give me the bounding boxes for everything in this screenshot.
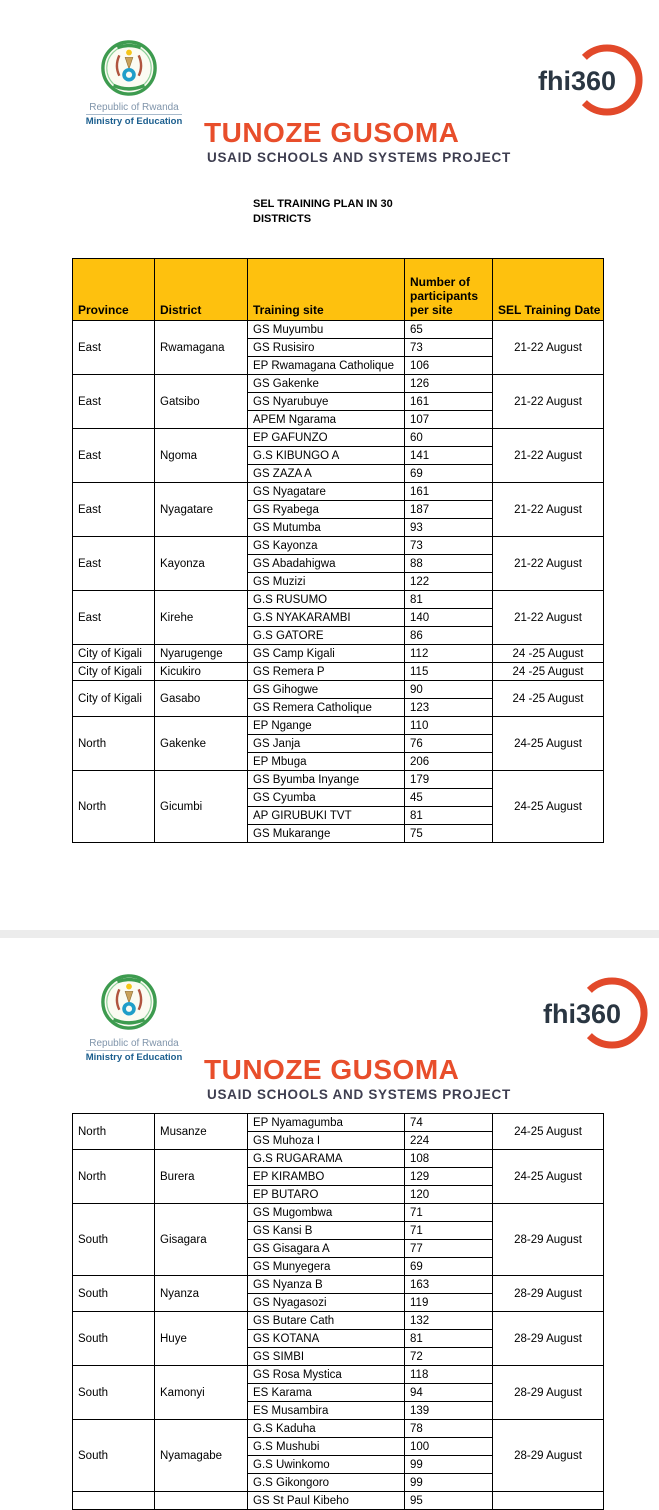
training-site-cell: GS Gakenke bbox=[248, 375, 405, 393]
province-cell: East bbox=[73, 537, 155, 591]
fhi360-logo bbox=[536, 40, 648, 120]
training-site-cell: GS Nyagatare bbox=[248, 483, 405, 501]
province-cell: South bbox=[73, 1420, 155, 1492]
district-cell: Nyagatare bbox=[155, 483, 248, 537]
date-cell: 24 -25 August bbox=[493, 681, 604, 717]
participants-cell: 224 bbox=[405, 1132, 493, 1150]
column-header-2: Training site bbox=[248, 259, 405, 321]
training-site-cell: GS Munyegera bbox=[248, 1258, 405, 1276]
training-site-cell: EP Nyamagumba bbox=[248, 1114, 405, 1132]
table-row bbox=[73, 1204, 604, 1222]
training-site-cell: GS Kansi B bbox=[248, 1222, 405, 1240]
training-site-cell: AP GIRUBUKI TVT bbox=[248, 807, 405, 825]
district-cell: Musanze bbox=[155, 1114, 248, 1150]
date-cell: 21-22 August bbox=[493, 321, 604, 375]
training-site-cell: GS Janja bbox=[248, 735, 405, 753]
sel-training-table bbox=[72, 258, 604, 843]
training-site-cell: GS Abadahigwa bbox=[248, 555, 405, 573]
table-row bbox=[73, 681, 604, 699]
table-row bbox=[73, 1276, 604, 1294]
province-cell: North bbox=[73, 1114, 155, 1150]
province-cell: South bbox=[73, 1276, 155, 1312]
participants-cell: 118 bbox=[405, 1366, 493, 1384]
province-cell: City of Kigali bbox=[73, 681, 155, 717]
participants-cell: 161 bbox=[405, 483, 493, 501]
training-site-cell: GS KOTANA bbox=[248, 1330, 405, 1348]
participants-cell: 108 bbox=[405, 1150, 493, 1168]
district-cell: Gasabo bbox=[155, 681, 248, 717]
rwanda-coat-of-arms-icon bbox=[100, 39, 158, 97]
training-site-cell: EP BUTARO bbox=[248, 1186, 405, 1204]
training-site-cell: GS Kayonza bbox=[248, 537, 405, 555]
participants-cell: 45 bbox=[405, 789, 493, 807]
district-cell: Huye bbox=[155, 1312, 248, 1366]
training-site-cell: G.S Uwinkomo bbox=[248, 1456, 405, 1474]
participants-cell: 94 bbox=[405, 1384, 493, 1402]
fhi360-logo bbox=[541, 973, 653, 1053]
training-site-cell: GS Muhoza I bbox=[248, 1132, 405, 1150]
participants-cell: 78 bbox=[405, 1420, 493, 1438]
training-site-cell: G.S RUGARAMA bbox=[248, 1150, 405, 1168]
date-cell: 24-25 August bbox=[493, 1150, 604, 1204]
training-site-cell: GS Nyagasozi bbox=[248, 1294, 405, 1312]
rwanda-coat-of-arms-icon bbox=[100, 973, 158, 1031]
participants-cell: 95 bbox=[405, 1492, 493, 1510]
participants-cell: 93 bbox=[405, 519, 493, 537]
participants-cell: 88 bbox=[405, 555, 493, 573]
province-cell: South bbox=[73, 1312, 155, 1366]
training-site-cell: G.S Gikongoro bbox=[248, 1474, 405, 1492]
fhi360-text: fhi360 bbox=[538, 66, 617, 96]
brand-title: TUNOZE GUSOMA bbox=[204, 117, 460, 148]
participants-cell: 69 bbox=[405, 1258, 493, 1276]
training-site-cell: GS Cyumba bbox=[248, 789, 405, 807]
province-cell: City of Kigali bbox=[73, 663, 155, 681]
province-cell: South bbox=[73, 1204, 155, 1276]
training-site-cell: GS Muzizi bbox=[248, 573, 405, 591]
training-site-cell: G.S KIBUNGO A bbox=[248, 447, 405, 465]
province-cell: North bbox=[73, 771, 155, 843]
table-row bbox=[73, 717, 604, 735]
table-row bbox=[73, 321, 604, 339]
table-row bbox=[73, 1420, 604, 1438]
participants-cell: 115 bbox=[405, 663, 493, 681]
brand-title: TUNOZE GUSOMA bbox=[204, 1054, 460, 1085]
district-cell: Burera bbox=[155, 1150, 248, 1204]
training-site-cell: EP Mbuga bbox=[248, 753, 405, 771]
ministry-logo-text bbox=[74, 1038, 194, 1063]
column-header-1: District bbox=[155, 259, 248, 321]
date-cell: 28-29 August bbox=[493, 1366, 604, 1420]
table-row bbox=[73, 591, 604, 609]
date-cell: 21-22 August bbox=[493, 483, 604, 537]
province-cell: City of Kigali bbox=[73, 645, 155, 663]
training-site-cell: GS Nyanza B bbox=[248, 1276, 405, 1294]
province-cell: East bbox=[73, 429, 155, 483]
doc-title-line1: SEL TRAINING PLAN IN 30 bbox=[253, 198, 393, 210]
training-site-cell: ES Karama bbox=[248, 1384, 405, 1402]
table-row bbox=[73, 1366, 604, 1384]
training-site-cell: GS Remera Catholique bbox=[248, 699, 405, 717]
date-cell: 28-29 August bbox=[493, 1312, 604, 1366]
province-cell: East bbox=[73, 483, 155, 537]
date-cell: 24-25 August bbox=[493, 717, 604, 771]
district-cell bbox=[155, 1492, 248, 1510]
date-cell: 24-25 August bbox=[493, 1114, 604, 1150]
training-site-cell: EP KIRAMBO bbox=[248, 1168, 405, 1186]
participants-cell: 126 bbox=[405, 375, 493, 393]
brand-subtitle: USAID SCHOOLS AND SYSTEMS PROJECT bbox=[207, 150, 511, 165]
training-site-cell: G.S Kaduha bbox=[248, 1420, 405, 1438]
date-cell: 24 -25 August bbox=[493, 645, 604, 663]
participants-cell: 86 bbox=[405, 627, 493, 645]
participants-cell: 65 bbox=[405, 321, 493, 339]
district-cell: Nyanza bbox=[155, 1276, 248, 1312]
training-site-cell: ES Musambira bbox=[248, 1402, 405, 1420]
date-cell: 21-22 August bbox=[493, 537, 604, 591]
table-header-row bbox=[73, 259, 604, 321]
district-cell: Gisagara bbox=[155, 1204, 248, 1276]
participants-cell: 73 bbox=[405, 537, 493, 555]
training-site-cell: EP GAFUNZO bbox=[248, 429, 405, 447]
participants-cell: 73 bbox=[405, 339, 493, 357]
training-site-cell: GS Muyumbu bbox=[248, 321, 405, 339]
training-site-cell: EP Ngange bbox=[248, 717, 405, 735]
table-row bbox=[73, 537, 604, 555]
table-row bbox=[73, 771, 604, 789]
province-cell bbox=[73, 1492, 155, 1510]
participants-cell: 120 bbox=[405, 1186, 493, 1204]
training-site-cell: GS Mugombwa bbox=[248, 1204, 405, 1222]
district-cell: Kamonyi bbox=[155, 1366, 248, 1420]
ministry-line2: Ministry of Education bbox=[85, 1052, 183, 1063]
training-site-cell: GS Butare Cath bbox=[248, 1312, 405, 1330]
training-site-cell: G.S NYAKARAMBI bbox=[248, 609, 405, 627]
participants-cell: 71 bbox=[405, 1204, 493, 1222]
training-site-cell: G.S RUSUMO bbox=[248, 591, 405, 609]
ministry-logo-text bbox=[74, 102, 194, 127]
training-site-cell: GS ZAZA A bbox=[248, 465, 405, 483]
province-cell: East bbox=[73, 591, 155, 645]
province-cell: North bbox=[73, 1150, 155, 1204]
participants-cell: 132 bbox=[405, 1312, 493, 1330]
date-cell: 24-25 August bbox=[493, 771, 604, 843]
district-cell: Kayonza bbox=[155, 537, 248, 591]
participants-cell: 76 bbox=[405, 735, 493, 753]
training-site-cell: GS Gihogwe bbox=[248, 681, 405, 699]
ministry-line1: Republic of Rwanda bbox=[89, 102, 179, 113]
training-site-cell: GS SIMBI bbox=[248, 1348, 405, 1366]
training-site-cell: GS Mukarange bbox=[248, 825, 405, 843]
participants-cell: 112 bbox=[405, 645, 493, 663]
participants-cell: 139 bbox=[405, 1402, 493, 1420]
district-cell: Gicumbi bbox=[155, 771, 248, 843]
participants-cell: 81 bbox=[405, 591, 493, 609]
table-row bbox=[73, 483, 604, 501]
ministry-line2: Ministry of Education bbox=[85, 116, 183, 127]
participants-cell: 90 bbox=[405, 681, 493, 699]
ministry-line1: Republic of Rwanda bbox=[89, 1038, 179, 1049]
training-site-cell: GS St Paul Kibeho bbox=[248, 1492, 405, 1510]
table-row bbox=[73, 429, 604, 447]
date-cell: 21-22 August bbox=[493, 591, 604, 645]
participants-cell: 99 bbox=[405, 1456, 493, 1474]
date-cell: 21-22 August bbox=[493, 375, 604, 429]
district-cell: Ngoma bbox=[155, 429, 248, 483]
training-site-cell: GS Byumba Inyange bbox=[248, 771, 405, 789]
participants-cell: 60 bbox=[405, 429, 493, 447]
participants-cell: 106 bbox=[405, 357, 493, 375]
column-header-0: Province bbox=[73, 259, 155, 321]
table-row bbox=[73, 1312, 604, 1330]
participants-cell: 163 bbox=[405, 1276, 493, 1294]
participants-cell: 69 bbox=[405, 465, 493, 483]
district-cell: Nyamagabe bbox=[155, 1420, 248, 1492]
table-row bbox=[73, 1114, 604, 1132]
training-site-cell: GS Gisagara A bbox=[248, 1240, 405, 1258]
date-cell: 28-29 August bbox=[493, 1204, 604, 1276]
participants-cell: 71 bbox=[405, 1222, 493, 1240]
district-cell: Kicukiro bbox=[155, 663, 248, 681]
participants-cell: 140 bbox=[405, 609, 493, 627]
district-cell: Kirehe bbox=[155, 591, 248, 645]
training-site-cell: EP Rwamagana Catholique bbox=[248, 357, 405, 375]
participants-cell: 161 bbox=[405, 393, 493, 411]
table-row bbox=[73, 1150, 604, 1168]
date-cell: 28-29 August bbox=[493, 1420, 604, 1492]
participants-cell: 187 bbox=[405, 501, 493, 519]
participants-cell: 122 bbox=[405, 573, 493, 591]
training-site-cell: G.S GATORE bbox=[248, 627, 405, 645]
table-row bbox=[73, 663, 604, 681]
participants-cell: 72 bbox=[405, 1348, 493, 1366]
training-site-cell: GS Remera P bbox=[248, 663, 405, 681]
province-cell: East bbox=[73, 375, 155, 429]
participants-cell: 81 bbox=[405, 807, 493, 825]
date-cell bbox=[493, 1492, 604, 1510]
table-row bbox=[73, 375, 604, 393]
participants-cell: 74 bbox=[405, 1114, 493, 1132]
training-site-cell: GS Ryabega bbox=[248, 501, 405, 519]
participants-cell: 107 bbox=[405, 411, 493, 429]
doc-title-line2: DISTRICTS bbox=[253, 213, 312, 225]
date-cell: 28-29 August bbox=[493, 1276, 604, 1312]
sel-training-table bbox=[72, 1113, 604, 1510]
district-cell: Gakenke bbox=[155, 717, 248, 771]
date-cell: 24 -25 August bbox=[493, 663, 604, 681]
training-site-cell: GS Camp Kigali bbox=[248, 645, 405, 663]
column-header-3: Number of participants per site bbox=[405, 259, 493, 321]
training-site-cell: GS Rosa Mystica bbox=[248, 1366, 405, 1384]
participants-cell: 119 bbox=[405, 1294, 493, 1312]
district-cell: Rwamagana bbox=[155, 321, 248, 375]
province-cell: North bbox=[73, 717, 155, 771]
participants-cell: 206 bbox=[405, 753, 493, 771]
brand-subtitle: USAID SCHOOLS AND SYSTEMS PROJECT bbox=[207, 1087, 511, 1102]
province-cell: South bbox=[73, 1366, 155, 1420]
participants-cell: 141 bbox=[405, 447, 493, 465]
participants-cell: 81 bbox=[405, 1330, 493, 1348]
page-separator bbox=[0, 930, 659, 938]
participants-cell: 100 bbox=[405, 1438, 493, 1456]
province-cell: East bbox=[73, 321, 155, 375]
participants-cell: 179 bbox=[405, 771, 493, 789]
training-site-cell: G.S Mushubi bbox=[248, 1438, 405, 1456]
table-row bbox=[73, 645, 604, 663]
training-site-cell: GS Nyarubuye bbox=[248, 393, 405, 411]
participants-cell: 110 bbox=[405, 717, 493, 735]
participants-cell: 129 bbox=[405, 1168, 493, 1186]
district-cell: Gatsibo bbox=[155, 375, 248, 429]
participants-cell: 75 bbox=[405, 825, 493, 843]
doc-title bbox=[253, 197, 433, 227]
training-site-cell: GS Rusisiro bbox=[248, 339, 405, 357]
participants-cell: 77 bbox=[405, 1240, 493, 1258]
training-site-cell: GS Mutumba bbox=[248, 519, 405, 537]
participants-cell: 99 bbox=[405, 1474, 493, 1492]
district-cell: Nyarugenge bbox=[155, 645, 248, 663]
training-site-cell: APEM Ngarama bbox=[248, 411, 405, 429]
date-cell: 21-22 August bbox=[493, 429, 604, 483]
table-row bbox=[73, 1492, 604, 1510]
fhi360-text: fhi360 bbox=[543, 999, 622, 1029]
participants-cell: 123 bbox=[405, 699, 493, 717]
column-header-4: SEL Training Date bbox=[493, 259, 604, 321]
